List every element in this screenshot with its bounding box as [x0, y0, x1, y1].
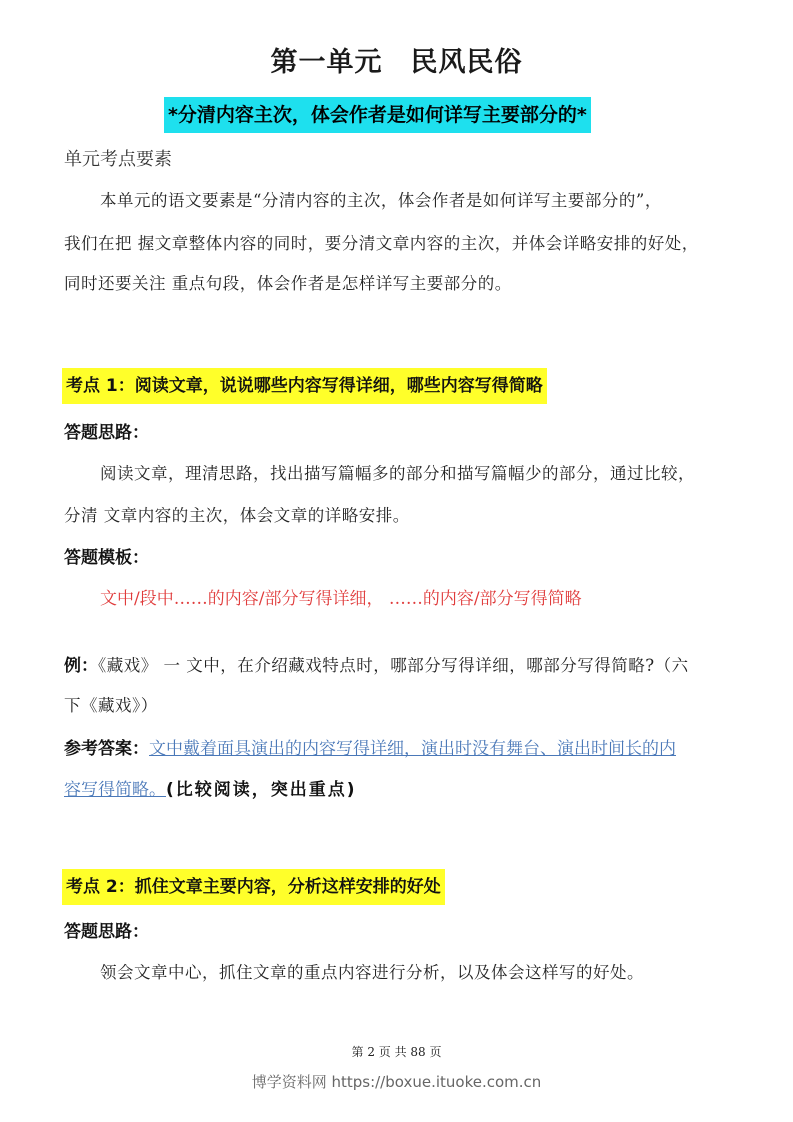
unit-subtitle-banner: *分清内容主次，体会作者是如何详写主要部分的*	[164, 97, 591, 133]
point-2-heading: 考点 2：抓住文章主要内容，分析这样安排的好处	[62, 869, 445, 905]
example-label: 例：	[64, 656, 98, 676]
answer-note: (比较阅读，突出重点)	[166, 780, 357, 800]
answer-link-line-2[interactable]: 容写得简略。	[64, 780, 166, 800]
point-1-approach-label: 答题思路：	[64, 423, 149, 443]
point-1-approach-line-2: 分清 文章内容的主次，体会文章的详略安排。	[64, 506, 410, 525]
site-watermark: 博学资料网 https://boxue.ituoke.com.cn	[251, 1073, 542, 1091]
point-2-approach-line-1: 领会文章中心，抓住文章的重点内容进行分析，以及体会这样写的好处。	[100, 963, 644, 982]
answer-link-line-1[interactable]: 文中戴着面具演出的内容写得详细，演出时没有舞台、演出时间长的内	[149, 739, 676, 759]
page-indicator: 第 2 页 共 88 页	[351, 1045, 442, 1059]
answer-label: 参考答案：	[64, 739, 149, 759]
point-1-template-label: 答题模板：	[64, 548, 149, 568]
point-1-example	[64, 651, 689, 676]
elements-heading: 单元考点要素	[64, 149, 172, 170]
point-1-heading: 考点 1：阅读文章，说说哪些内容写得详细，哪些内容写得简略	[62, 368, 547, 404]
point-2-approach-label: 答题思路：	[64, 922, 149, 942]
page-title: 第一单元 民风民俗	[270, 47, 523, 78]
example-line-1: 《藏戏》 一 文中，在介绍藏戏特点时，哪部分写得详细，哪部分写得简略?（六	[98, 656, 689, 675]
example-line-2: 下《藏戏》）	[64, 696, 158, 715]
intro-line-2: 我们在把 握文章整体内容的同时，要分清文章内容的主次，并体会详略安排的好处，	[64, 234, 699, 253]
point-1-approach-line-1: 阅读文章，理清思路，找出描写篇幅多的部分和描写篇幅少的部分，通过比较，	[100, 464, 695, 483]
point-1-answer-continued	[64, 775, 357, 800]
intro-line-3: 同时还要关注 重点句段，体会作者是怎样详写主要部分的。	[64, 274, 512, 293]
intro-line-1: 本单元的语文要素是“分清内容的主次，体会作者是如何详写主要部分的”，	[100, 191, 662, 210]
point-1-answer	[64, 734, 676, 759]
point-1-template-text: 文中/段中……的内容/部分写得详细， ……的内容/部分写得简略	[100, 589, 582, 609]
